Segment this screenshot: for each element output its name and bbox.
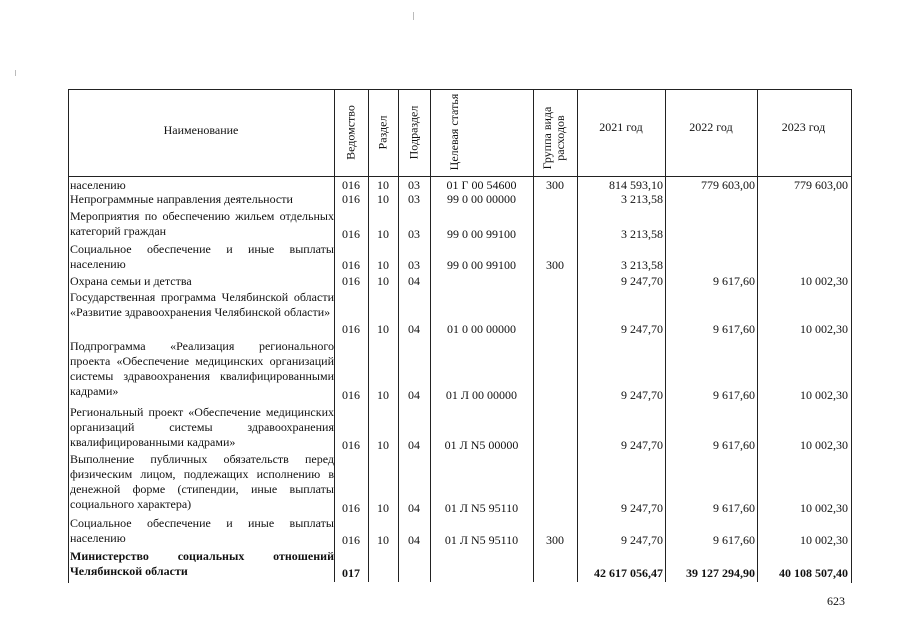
row-2023: 10 002,30 [800,322,848,336]
row-2021: 814 593,10 [609,178,663,192]
row-vedomstvo: 016 [342,178,360,192]
header-razdel: Раздел [375,115,390,150]
row-vedomstvo: 016 [342,227,360,241]
row-2023: 10 002,30 [800,274,848,288]
row-name: Региональный проект «Обеспечение медицинских организаций системы здравоохранения квалифицированными кадрами» [70,405,334,449]
row-celevaya: 01 Л 00 00000 [445,388,518,402]
row-podrazdel: 04 [408,533,420,547]
row-vedomstvo: 016 [342,501,360,515]
header-celevaya: Целевая статья [447,93,461,171]
row-2022: 9 617,60 [713,501,755,515]
row-2021: 3 213,58 [621,227,663,241]
row-vedomstvo: 016 [342,322,360,336]
row-2022: 9 617,60 [713,388,755,402]
header-2022: 2022 год [689,120,733,134]
row-podrazdel: 03 [408,178,420,192]
row-celevaya: 01 Л N5 00000 [444,438,519,452]
table-row [68,290,850,337]
row-podrazdel: 04 [408,322,420,336]
row-razdel: 10 [377,227,389,241]
row-podrazdel: 04 [408,274,420,288]
row-name: населению [70,178,126,192]
table-row [68,339,850,403]
row-2022: 9 617,60 [713,322,755,336]
table-row [68,549,850,581]
row-razdel: 10 [377,438,389,452]
row-name: Мероприятия по обеспечению жильем отдельных категорий граждан [70,209,334,238]
header-name: Наименование [163,123,239,137]
row-razdel: 10 [377,274,389,288]
table-row [68,516,850,548]
row-podrazdel: 04 [408,438,420,452]
row-2022: 9 617,60 [713,438,755,452]
row-vedomstvo: 016 [342,274,360,288]
row-podrazdel: 03 [408,192,420,206]
table-row [68,242,850,273]
row-2023: 10 002,30 [800,388,848,402]
table-row [68,452,850,516]
row-2022: 779 603,00 [701,178,755,192]
row-2023: 40 108 507,40 [779,566,848,580]
row-name: Социальное обеспечение и иные выплаты населению [70,516,334,545]
table-row [68,405,850,453]
row-gruppa: 300 [546,258,564,272]
row-vedomstvo: 016 [342,438,360,452]
table-row [68,209,850,242]
row-vedomstvo: 016 [342,388,360,402]
header-divider [68,176,851,177]
row-celevaya: 99 0 00 99100 [447,258,516,272]
row-gruppa: 300 [546,178,564,192]
row-name: Охрана семьи и детства [70,274,192,288]
row-2021: 3 213,58 [621,192,663,206]
row-2023: 10 002,30 [800,501,848,515]
row-name: Непрограммные направления деятельности [70,192,293,206]
header-2021: 2021 год [599,120,643,134]
row-2021: 9 247,70 [621,388,663,402]
row-2021: 3 213,58 [621,258,663,272]
row-razdel: 10 [377,192,389,206]
row-name: Государственная программа Челябинской области «Развитие здравоохранения Челябинской области» [70,290,334,319]
row-2021: 42 617 056,47 [594,566,663,580]
row-razdel: 10 [377,388,389,402]
scan-mark [413,12,414,20]
row-podrazdel: 04 [408,501,420,515]
row-name: Выполнение публичных обязательств перед физическим лицом, подлежащих исполнению в денежной форме (стипендии, иные выплаты социального характера) [70,452,334,511]
row-name: Социальное обеспечение и иные выплаты населению [70,242,334,271]
row-celevaya: 01 0 00 00000 [447,322,516,336]
row-2021: 9 247,70 [621,438,663,452]
row-2023: 10 002,30 [800,438,848,452]
row-2022: 9 617,60 [713,274,755,288]
header-podrazdel: Подраздел [406,105,421,160]
row-gruppa: 300 [546,533,564,547]
row-name: Подпрограмма «Реализация регионального проекта «Обеспечение медицинских организаций системы здравоохранения квалифицированными кадрами» [70,339,334,398]
row-razdel: 10 [377,258,389,272]
row-2021: 9 247,70 [621,274,663,288]
row-2021: 9 247,70 [621,322,663,336]
row-vedomstvo: 017 [342,566,360,580]
header-2023: 2023 год [781,120,826,134]
table-row [68,274,850,289]
row-vedomstvo: 016 [342,258,360,272]
row-celevaya: 01 Г 00 54600 [446,178,517,192]
header-vedomstvo: Ведомство [343,105,358,160]
row-name: Министерство социальных отношений Челябинской области [70,549,334,578]
row-vedomstvo: 016 [342,192,360,206]
row-razdel: 10 [377,533,389,547]
row-2022: 9 617,60 [713,533,755,547]
table-row [68,192,850,207]
page-number: 623 [827,594,845,608]
row-celevaya: 99 0 00 99100 [447,227,516,241]
row-2021: 9 247,70 [621,501,663,515]
row-razdel: 10 [377,501,389,515]
row-vedomstvo: 016 [342,533,360,547]
row-podrazdel: 04 [408,388,420,402]
row-podrazdel: 03 [408,258,420,272]
scan-mark [15,70,16,76]
row-podrazdel: 03 [408,227,420,241]
table-row [68,178,850,193]
row-celevaya: 01 Л N5 95110 [444,501,519,515]
row-2021: 9 247,70 [621,533,663,547]
row-razdel: 10 [377,322,389,336]
row-2022: 39 127 294,90 [686,566,755,580]
row-celevaya: 99 0 00 00000 [447,192,516,206]
row-celevaya: 01 Л N5 95110 [444,533,519,547]
row-2023: 779 603,00 [794,178,848,192]
row-2023: 10 002,30 [800,533,848,547]
row-razdel: 10 [377,178,389,192]
header-gruppa: Группа вида расходов [540,106,567,170]
